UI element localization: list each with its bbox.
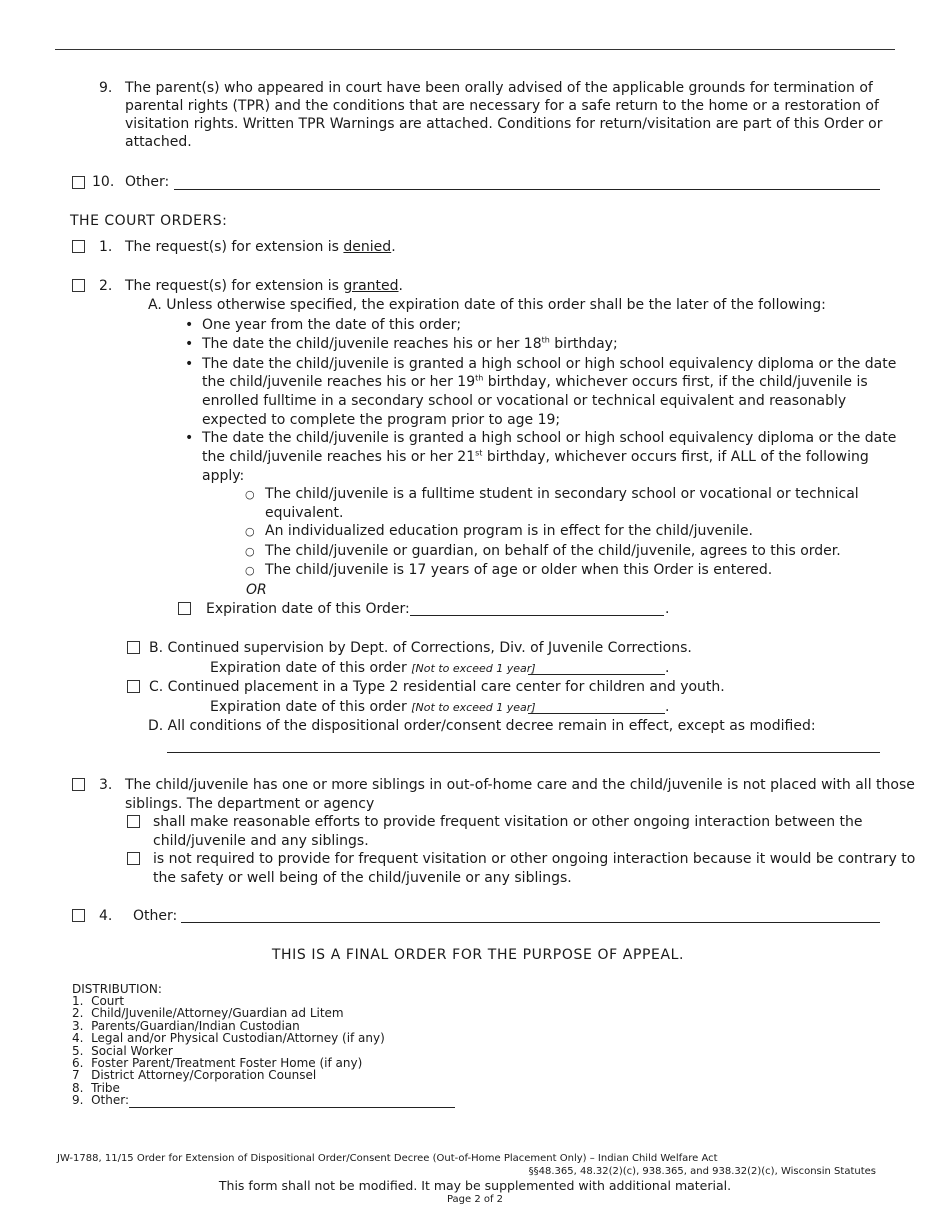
distribution-item: 6. Foster Parent/Treatment Foster Home (if any): [72, 1056, 363, 1071]
bullet-dot: •: [185, 317, 194, 333]
option-c-expiration-input-line[interactable]: [528, 713, 665, 714]
sub-bullet-1-line-2: equivalent.: [265, 505, 344, 521]
bullet-3-line-3: enrolled fulltime in a secondary school or vocational or technical equivalent and reasonably: [202, 393, 847, 409]
order-3-option-2-line-1: is not required to provide for frequent visitation or other ongoing interaction because it would be contrary to: [153, 851, 916, 867]
order-3-line-2: siblings. The department or agency: [125, 796, 375, 812]
sub-bullet-2: An individualized education program is in effect for the child/juvenile.: [265, 523, 753, 539]
bullet-1-text: One year from the date of this order;: [202, 317, 462, 333]
bullet-2-text: The date the child/juvenile reaches his or her 18th birthday;: [202, 335, 618, 352]
top-rule: [55, 49, 895, 50]
period: .: [665, 699, 670, 715]
order-3-number: 3.: [99, 777, 113, 793]
bullet-4-line-3: apply:: [202, 468, 245, 484]
item-10-number: 10.: [92, 174, 115, 190]
modification-notice: This form shall not be modified. It may be supplemented with additional material.: [218, 1178, 732, 1193]
bullet-3-line-4: expected to complete the program prior to age 19;: [202, 412, 561, 428]
order-2-number: 2.: [99, 278, 113, 294]
order-2-a-text: A. Unless otherwise specified, the expiration date of this order shall be the later of the following:: [148, 297, 826, 313]
distribution-list: [72, 995, 385, 1107]
bullet-3-line-1: The date the child/juvenile is granted a high school or high school equivalency diploma or the date: [202, 356, 897, 372]
sub-bullet-3: The child/juvenile or guardian, on behalf of the child/juvenile, agrees to this order.: [265, 543, 841, 559]
order-1-number: 1.: [99, 239, 113, 255]
item-10-checkbox[interactable]: [72, 176, 85, 189]
distribution-item: 5. Social Worker: [72, 1043, 173, 1058]
order-1-text: The request(s) for extension is denied.: [125, 239, 396, 255]
circle-bullet: ○: [245, 525, 255, 538]
order-3-option-1-line-2: child/juvenile and any siblings.: [153, 833, 369, 849]
option-b-expiration-label: Expiration date of this order [Not to exceed 1 year]: [210, 660, 536, 676]
option-d-input-line[interactable]: [167, 752, 880, 753]
option-c-checkbox[interactable]: [127, 680, 140, 693]
period: .: [665, 601, 670, 617]
order-3-option-1-line-1: shall make reasonable efforts to provide frequent visitation or other ongoing interaction between the: [153, 814, 863, 830]
order-1-checkbox[interactable]: [72, 240, 85, 253]
period: .: [665, 660, 670, 676]
final-order-statement: THIS IS A FINAL ORDER FOR THE PURPOSE OF APPEAL.: [271, 947, 685, 963]
bullet-4-line-1: The date the child/juvenile is granted a high school or high school equivalency diploma or the date: [202, 430, 897, 446]
or-text: OR: [246, 582, 267, 598]
distribution-item: 1. Court: [72, 994, 125, 1008]
order-4-number: 4.: [99, 908, 113, 924]
sub-bullet-1-line-1: The child/juvenile is a fulltime student in secondary school or vocational or technical: [265, 486, 859, 502]
order-4-checkbox[interactable]: [72, 909, 85, 922]
order-3-checkbox[interactable]: [72, 778, 85, 791]
bullet-dot: •: [185, 356, 194, 372]
expiration-order-checkbox[interactable]: [178, 602, 191, 615]
distribution-heading: DISTRIBUTION:: [72, 982, 162, 996]
expiration-order-input-line[interactable]: [410, 615, 664, 616]
option-b-checkbox[interactable]: [127, 641, 140, 654]
form-identifier: JW-1788, 11/15 Order for Extension of Dispositional Order/Consent Decree (Out-of-Home Placement Only) – Indian Child Welfare Act: [57, 1153, 718, 1164]
circle-bullet: ○: [245, 488, 255, 501]
sub-bullet-4: The child/juvenile is 17 years of age or older when this Order is entered.: [265, 562, 773, 578]
distribution-item: 2. Child/Juvenile/Attorney/Guardian ad Litem: [72, 1006, 344, 1021]
order-3-option-2-checkbox[interactable]: [127, 852, 140, 865]
distribution-item: 3. Parents/Guardian/Indian Custodian: [72, 1018, 300, 1033]
distribution-item: 7 District Attorney/Corporation Counsel: [72, 1068, 317, 1083]
page-number: Page 2 of 2: [446, 1194, 504, 1205]
bullet-dot: •: [185, 430, 194, 446]
distribution-other-input-line[interactable]: [129, 1107, 455, 1108]
distribution-item: 8. Tribe: [72, 1080, 120, 1095]
circle-bullet: ○: [245, 545, 255, 558]
statutes-citation: §§48.365, 48.32(2)(c), 938.365, and 938.32(2)(c), Wisconsin Statutes: [528, 1166, 876, 1177]
order-3-line-1: The child/juvenile has one or more siblings in out-of-home care and the child/juvenile is not placed with all those: [125, 777, 915, 793]
order-3-option-2-line-2: the safety or well being of the child/juvenile or any siblings.: [153, 870, 572, 886]
item-10-input-line[interactable]: [174, 189, 880, 190]
order-4-input-line[interactable]: [181, 922, 880, 923]
item-10-label: Other:: [125, 174, 170, 190]
circle-bullet: ○: [245, 564, 255, 577]
item-9-number: 9.: [99, 80, 113, 96]
court-orders-heading: THE COURT ORDERS:: [70, 213, 228, 229]
expiration-order-label: Expiration date of this Order:: [206, 601, 410, 617]
bullet-3-line-2: the child/juvenile reaches his or her 19th birthday, whichever occurs first, if the child/juvenile is: [202, 373, 868, 390]
distribution-item-other: 9. Other:: [72, 1093, 129, 1108]
order-2-text: The request(s) for extension is granted.: [125, 278, 403, 294]
option-c-text: C. Continued placement in a Type 2 residential care center for children and youth.: [149, 679, 725, 695]
bullet-4-line-2: the child/juvenile reaches his or her 21st birthday, whichever occurs first, if ALL of the following: [202, 448, 869, 465]
option-c-expiration-label: Expiration date of this order [Not to exceed 1 year]: [210, 699, 536, 715]
bullet-dot: •: [185, 336, 194, 352]
option-b-expiration-input-line[interactable]: [528, 674, 665, 675]
order-3-option-1-checkbox[interactable]: [127, 815, 140, 828]
option-b-text: B. Continued supervision by Dept. of Corrections, Div. of Juvenile Corrections.: [149, 640, 692, 656]
order-4-label: Other:: [133, 908, 178, 924]
option-d-text: D. All conditions of the dispositional order/consent decree remain in effect, except as modified:: [148, 718, 816, 734]
item-9-text: The parent(s) who appeared in court have been orally advised of the applicable grounds for termination of parental rights (TPR) and the conditions that are necessary for a safe return to the home or a restoration of visitation rights. Written TPR Warnings are attached. Conditions for return/visitation are part of this Order or attached.: [125, 80, 883, 150]
distribution-item: 4. Legal and/or Physical Custodian/Attorney (if any): [72, 1031, 385, 1046]
order-2-checkbox[interactable]: [72, 279, 85, 292]
